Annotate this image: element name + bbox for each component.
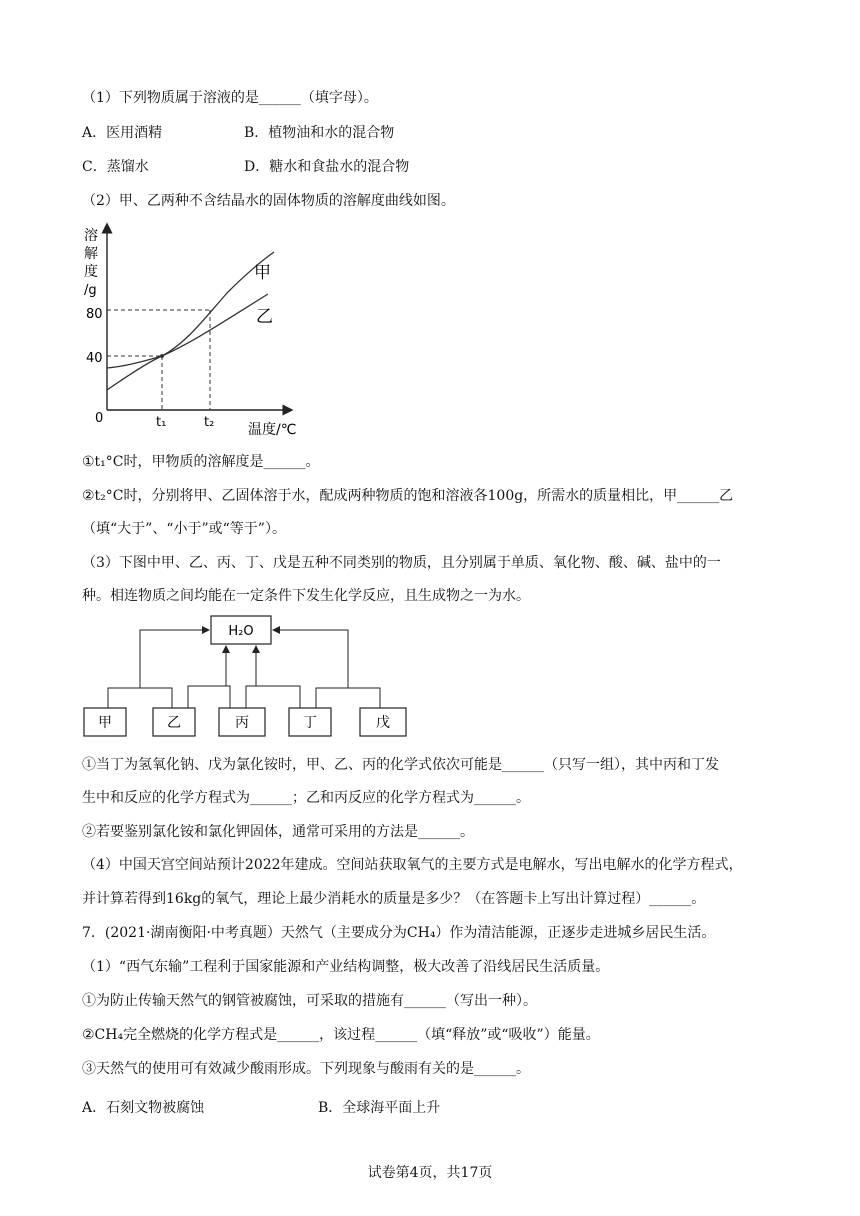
q6-part3-line1: （3）下图中甲、乙、丙、丁、戊是五种不同类别的物质，且分别属于单质、氧化物、酸、碱、盐中的一 (82, 555, 721, 571)
y-tick-80: 80 (86, 307, 103, 322)
q6-part2-stem: （2）甲、乙两种不含结晶水的固体物质的溶解度曲线如图。 (82, 193, 455, 209)
q6-part3-line2: 种。相连物质之间均能在一定条件下发生化学反应，且生成物之一为水。 (82, 588, 530, 604)
x-tick-t2: t₂ (204, 415, 215, 430)
q7-stem: 7．(2021·湖南衡阳·中考真题）天然气（主要成分为CH₄）作为清洁能源，正逐步走进城乡居民生活。 (82, 925, 716, 941)
q6-part3-q2: ②若要鉴别氯化铵和氯化钾固体，通常可采用的方法是______。 (82, 824, 474, 840)
q7-q1: ①为防止传输天然气的钢管被腐蚀，可采取的措施有______（写出一种）。 (82, 993, 537, 1009)
q7-part1: （1）“西气东输”工程利于国家能源和产业结构调整，极大改善了沿线居民生活质量。 (82, 959, 610, 975)
curve-jia (107, 252, 274, 390)
option-d: D．糖水和食盐水的混合物 (244, 159, 410, 175)
q7-q2: ②CH₄完全燃烧的化学方程式是______，该过程______（填“释放”或“吸收”）能量。 (82, 1027, 600, 1043)
link-yi-bing (188, 686, 230, 708)
q6-part2-q2-line1: ②t₂°C时，分别将甲、乙固体溶于水，配成两种物质的饱和溶液各100g，所需水的质量相比，甲______乙 (82, 488, 734, 504)
option-c: C．蒸馏水 (82, 159, 149, 175)
box-yi-label: 乙 (167, 715, 181, 731)
solubility-chart (78, 222, 308, 440)
q6-part3-q1-line2: 生中和反应的化学方程式为______；乙和丙反应的化学方程式为______。 (82, 790, 530, 806)
box-jia-label: 甲 (98, 715, 112, 731)
q6-part2-q2-line2: （填“大于”、“小于”或“等于”）。 (82, 521, 286, 537)
x-label: 温度/℃ (248, 422, 297, 438)
option-b: B．植物油和水的混合物 (244, 125, 395, 141)
y-label-char-2: 解 (84, 246, 98, 262)
q6-part3-q1-line1: ①当丁为氢氧化钠、戊为氯化铵时，甲、乙、丙的化学式依次可能是______（只写一组），其中丙和丁发 (82, 757, 719, 773)
q6-part4-line2: 并计算若得到16kg的氧气，理论上最少消耗水的质量是多少？（在答题卡上写出计算过程）______。 (82, 891, 706, 907)
box-wu-label: 戊 (376, 715, 390, 731)
link-jia-yi (108, 688, 172, 708)
reaction-diagram (80, 612, 410, 742)
q7-option-b: B．全球海平面上升 (318, 1100, 441, 1116)
y-label-char-4: /g (84, 283, 97, 298)
box-bing-label: 丙 (235, 715, 249, 731)
box-ding-label: 丁 (303, 715, 317, 731)
q6-part1-stem: （1）下列物质属于溶液的是______（填字母）。 (82, 90, 378, 106)
q7-q3: ③天然气的使用可有效减少酸雨形成。下列现象与酸雨有关的是______。 (82, 1061, 530, 1077)
q7-option-a: A．石刻文物被腐蚀 (82, 1100, 205, 1116)
y-label-char-1: 溶 (84, 228, 98, 244)
q6-part4-line1: （4）中国天宫空间站预计2022年建成。空间站获取氧气的主要方式是电解水，写出电解水的化学方程式， (82, 857, 743, 873)
origin-label: 0 (95, 411, 104, 426)
q6-part2-q1: ①t₁°C时，甲物质的溶解度是______。 (82, 454, 320, 470)
link-bing-ding (246, 686, 300, 708)
x-tick-t1: t₁ (156, 415, 167, 430)
curve-yi (107, 294, 268, 368)
page-footer: 试卷第4页，共17页 (367, 1165, 493, 1181)
arrow-ding-wu (273, 630, 348, 688)
link-ding-wu (316, 688, 380, 708)
arrow-jia-yi (140, 630, 209, 688)
option-a: A．医用酒精 (82, 125, 163, 141)
series-label-jia: 甲 (254, 263, 271, 283)
intersection-point (160, 354, 164, 358)
y-tick-40: 40 (86, 351, 103, 366)
y-label-char-3: 度 (84, 264, 98, 280)
h2o-label: H₂O (228, 624, 254, 639)
series-label-yi: 乙 (256, 307, 273, 327)
